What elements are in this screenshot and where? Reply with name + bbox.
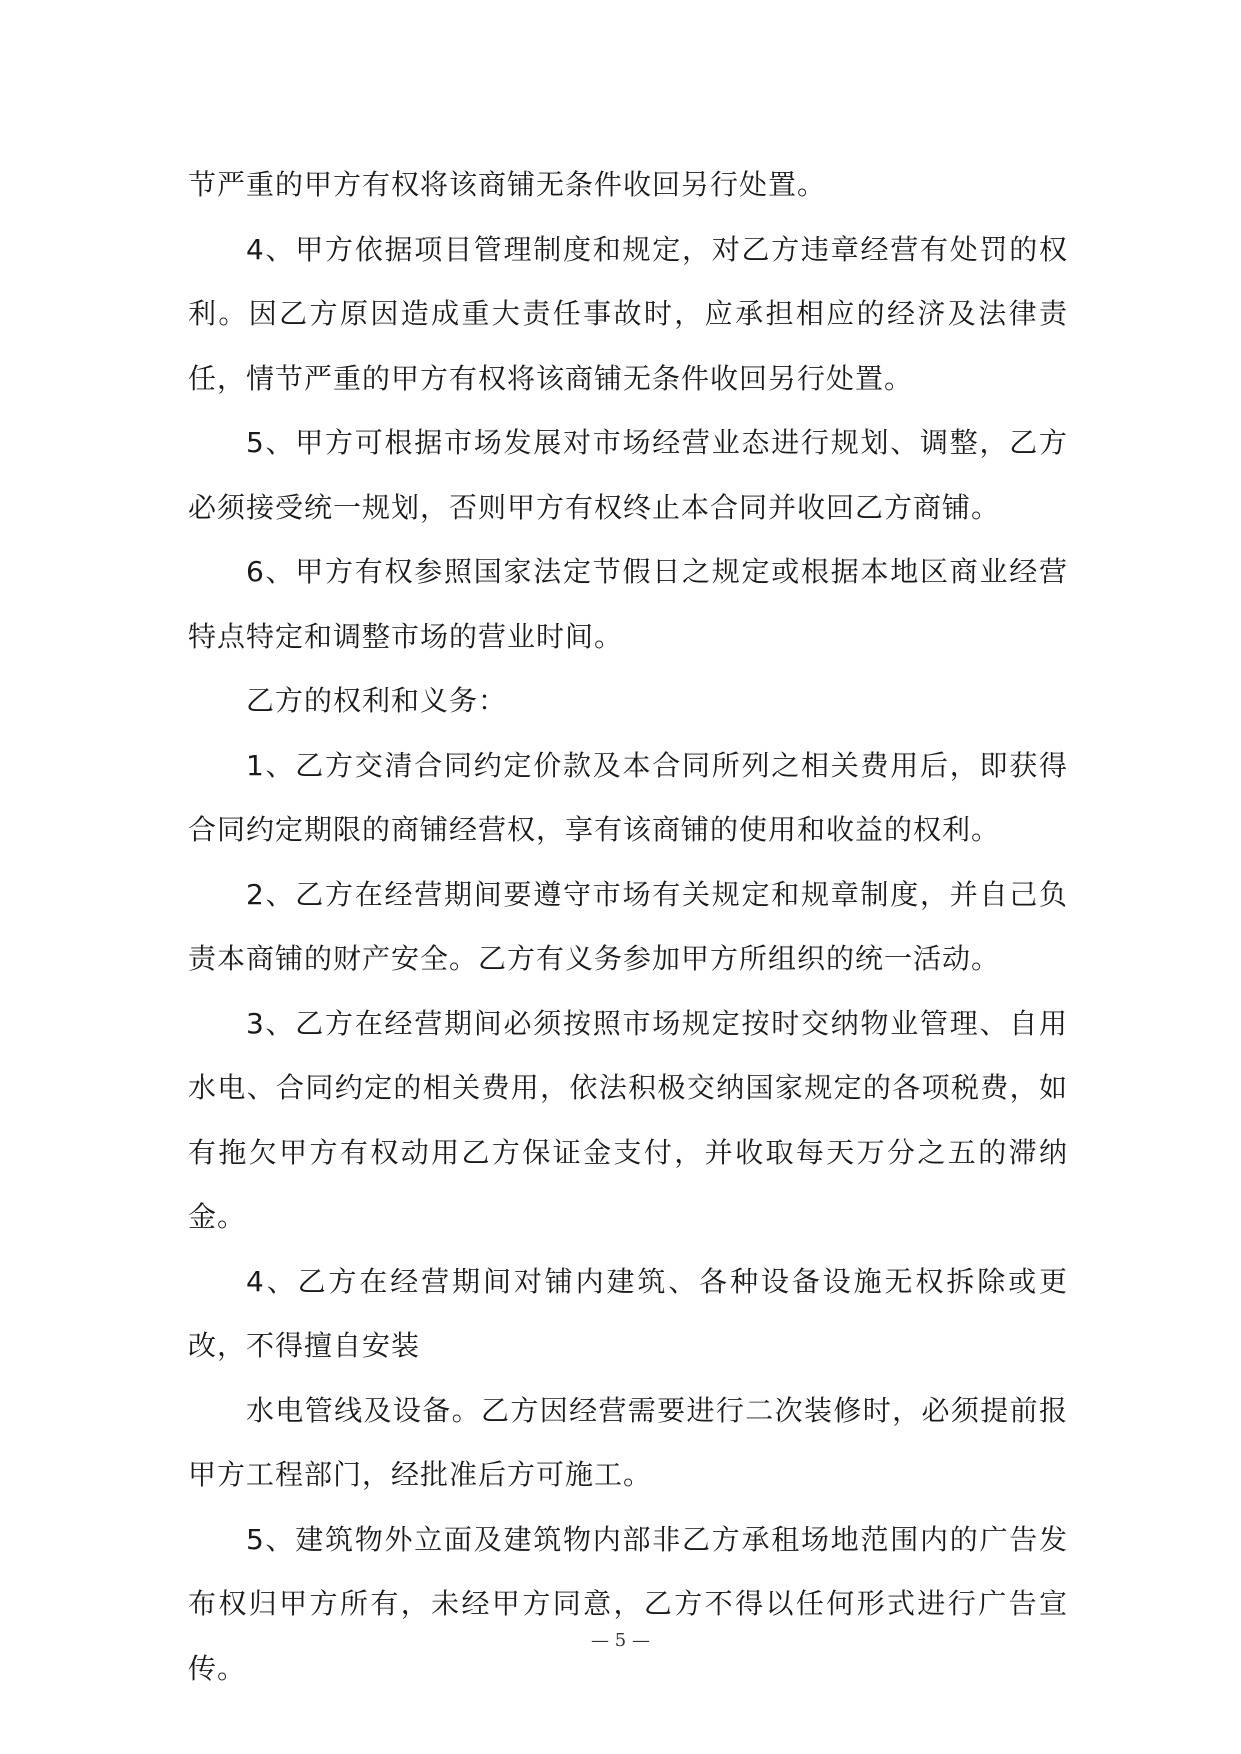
- paragraph-party-b-item-3: 3、乙方在经营期间必须按照市场规定按时交纳物业管理、自用水电、合同约定的相关费用，依法积极交纳国家规定的各项税费，如有拖欠甲方有权动用乙方保证金支付，并收取每天万分之五的滞纳金。: [188, 1006, 1068, 1233]
- paragraph-party-b-item-2: 2、乙方在经营期间要遵守市场有关规定和规章制度，并自己负责本商铺的财产安全。乙方有义务参加甲方所组织的统一活动。: [188, 877, 1068, 975]
- paragraph-party-a-item-5: 5、甲方可根据市场发展对市场经营业态进行规划、调整，乙方必须接受统一规划，否则甲方有权终止本合同并收回乙方商铺。: [188, 426, 1068, 524]
- paragraph-party-a-item-4: 4、甲方依据项目管理制度和规定，对乙方违章经营有处罚的权利。因乙方原因造成重大责任事故时，应承担相应的经济及法律责任，情节严重的甲方有权将该商铺无条件收回另行处置。: [188, 232, 1068, 395]
- paragraph-continuation: 节严重的甲方有权将该商铺无条件收回另行处置。: [188, 168, 827, 201]
- document-body: [188, 153, 1068, 1701]
- paragraph-party-b-item-4: 4、乙方在经营期间对铺内建筑、各种设备设施无权拆除或更改，不得擅自安装: [188, 1264, 1068, 1362]
- paragraph-party-a-item-6: 6、甲方有权参照国家法定节假日之规定或根据本地区商业经营特点特定和调整市场的营业时间。: [188, 555, 1068, 653]
- paragraph-party-b-item-1: 1、乙方交清合同约定价款及本合同所列之相关费用后，即获得合同约定期限的商铺经营权，享有该商铺的使用和收益的权利。: [188, 748, 1068, 846]
- section-heading-party-b: 乙方的权利和义务：: [246, 684, 508, 717]
- paragraph-party-b-item-4-cont: 水电管线及设备。乙方因经营需要进行二次装修时，必须提前报甲方工程部门，经批准后方可施工。: [188, 1393, 1068, 1491]
- page-number: — 5 —: [591, 1630, 650, 1651]
- paragraph-party-b-item-5: 5、建筑物外立面及建筑物内部非乙方承租场地范围内的广告发布权归甲方所有，未经甲方同意，乙方不得以任何形式进行广告宣传。: [188, 1522, 1068, 1685]
